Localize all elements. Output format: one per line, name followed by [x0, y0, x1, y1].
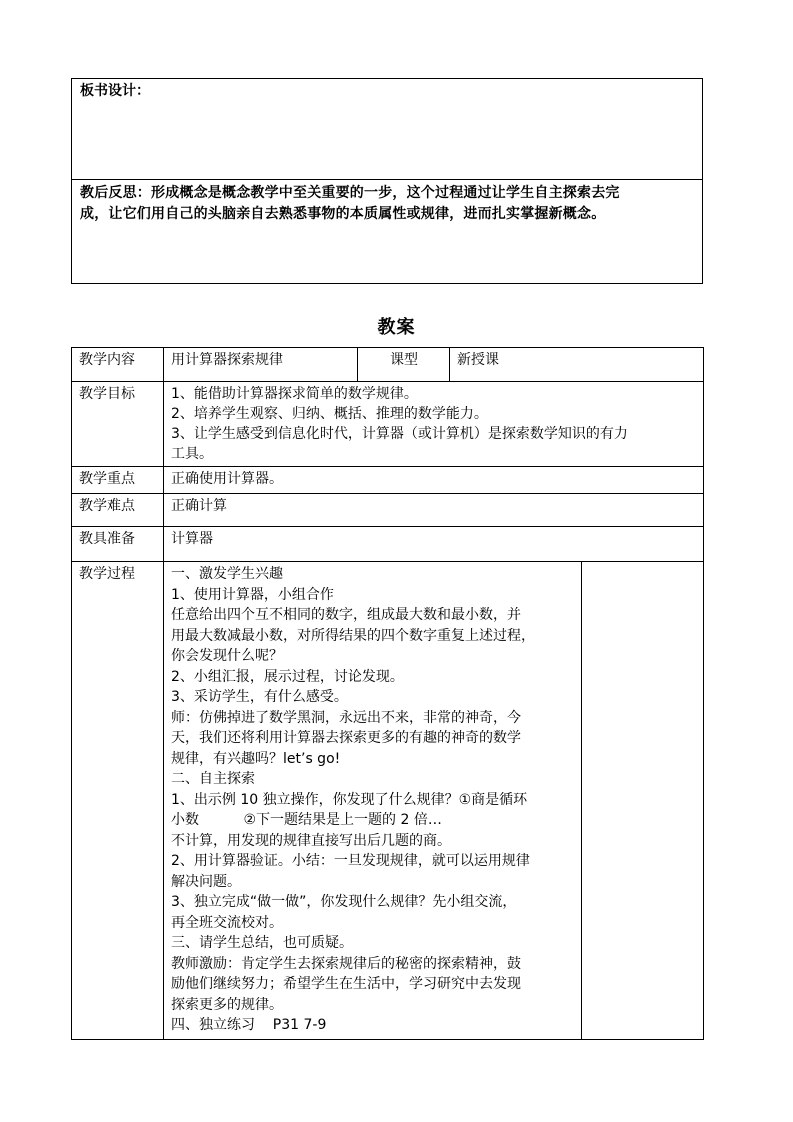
- type-label: 课型: [358, 348, 450, 382]
- process-line: 再全班交流校对。: [171, 914, 283, 931]
- page-title: 教案: [377, 317, 416, 338]
- table-row: [72, 467, 704, 494]
- reflection-line: 成，让它们用自己的头脑亲自去熟悉事物的本质属性或规律，进而扎实掌握新概念。: [80, 206, 606, 222]
- process-line: 3、采访学生，有什么感受。: [171, 689, 348, 705]
- process-line: 1、出示例 10 独立操作，你发现了什么规律？①商是循环: [171, 791, 528, 808]
- process-notes-cell: [582, 562, 704, 1040]
- process-line: 二、自主探索: [171, 771, 255, 787]
- process-line: 探索更多的规律。: [171, 996, 283, 1013]
- process-line: 四、独立练习 P31 7-9: [171, 1017, 327, 1033]
- process-line: 任意给出四个互不相同的数字，组成最大数和最小数，并: [171, 607, 521, 623]
- process-line: 解决问题。: [171, 873, 241, 890]
- table-row: [72, 494, 704, 527]
- type-value: 新授课: [450, 348, 704, 382]
- tools-value: 计算器: [164, 527, 704, 562]
- process-line: 你会发现什么呢？: [171, 648, 283, 664]
- focus-value: 正确使用计算器。: [164, 467, 704, 494]
- table-row: [72, 382, 704, 467]
- tools-label: 教具准备: [72, 527, 164, 562]
- process-line: 1、使用计算器，小组合作: [171, 586, 334, 603]
- board-design-label: 板书设计：: [80, 83, 150, 99]
- board-design-cell: [72, 79, 702, 180]
- process-line: 教师激励：肯定学生去探索规律后的秘密的探索精神，鼓: [171, 955, 521, 972]
- content-value: 用计算器探索规律: [164, 348, 358, 382]
- process-line: 2、小组汇报，展示过程，讨论发现。: [171, 668, 404, 685]
- process-line: 用最大数减最小数，对所得结果的四个数字重复上述过程，: [171, 627, 535, 644]
- goal-line: 1、能借助计算器探求简单的数学规律。: [171, 386, 418, 402]
- process-line: 励他们继续努力；希望学生在生活中，学习研究中去发现: [171, 976, 521, 992]
- process-cell: [164, 562, 582, 1040]
- process-line: 天，我们还将利用计算器去探索更多的有趣的神奇的数学: [171, 730, 521, 746]
- lesson-plan-table: [71, 347, 704, 1040]
- reflection-text: [80, 183, 694, 225]
- goals-label: 教学目标: [72, 382, 164, 467]
- process-line: 不计算，用发现的规律直接写出后几题的商。: [171, 832, 451, 849]
- table-row: [72, 562, 704, 1040]
- goal-line: 3、让学生感受到信息化时代，计算器（或计算机）是探索数学知识的有力: [171, 426, 628, 442]
- process-line: 师：仿佛掉进了数学黑洞，永远出不来，非常的神奇，今: [171, 709, 521, 726]
- difficulty-value: 正确计算: [164, 494, 704, 527]
- goals-cell: [164, 382, 704, 467]
- process-line: 3、独立完成“做一做”，你发现什么规律？先小组交流，: [171, 894, 517, 910]
- process-line: 小数 ②下一题结果是上一题的 2 倍…: [171, 812, 442, 828]
- process-label: 教学过程: [72, 562, 164, 1040]
- focus-label: 教学重点: [72, 467, 164, 494]
- difficulty-label: 教学难点: [72, 494, 164, 527]
- table-row: [72, 348, 704, 382]
- table-row: [72, 527, 704, 562]
- process-line: 三、请学生总结，也可质疑。: [171, 935, 353, 951]
- goal-line: 2、培养学生观察、归纳、概括、推理的数学能力。: [171, 406, 488, 422]
- process-line: 一、激发学生兴趣: [171, 566, 283, 582]
- goal-line: 工具。: [171, 446, 213, 462]
- process-line: 规律，有兴趣吗？let’s go!: [171, 750, 341, 767]
- process-line: 2、用计算器验证。小结：一旦发现规律，就可以运用规律: [171, 853, 530, 869]
- content-label: 教学内容: [72, 348, 164, 382]
- board-design-table: [71, 78, 703, 284]
- reflection-cell: [72, 180, 702, 284]
- reflection-line: 教后反思：形成概念是概念教学中至关重要的一步，这个过程通过让学生自主探索去完: [80, 185, 620, 201]
